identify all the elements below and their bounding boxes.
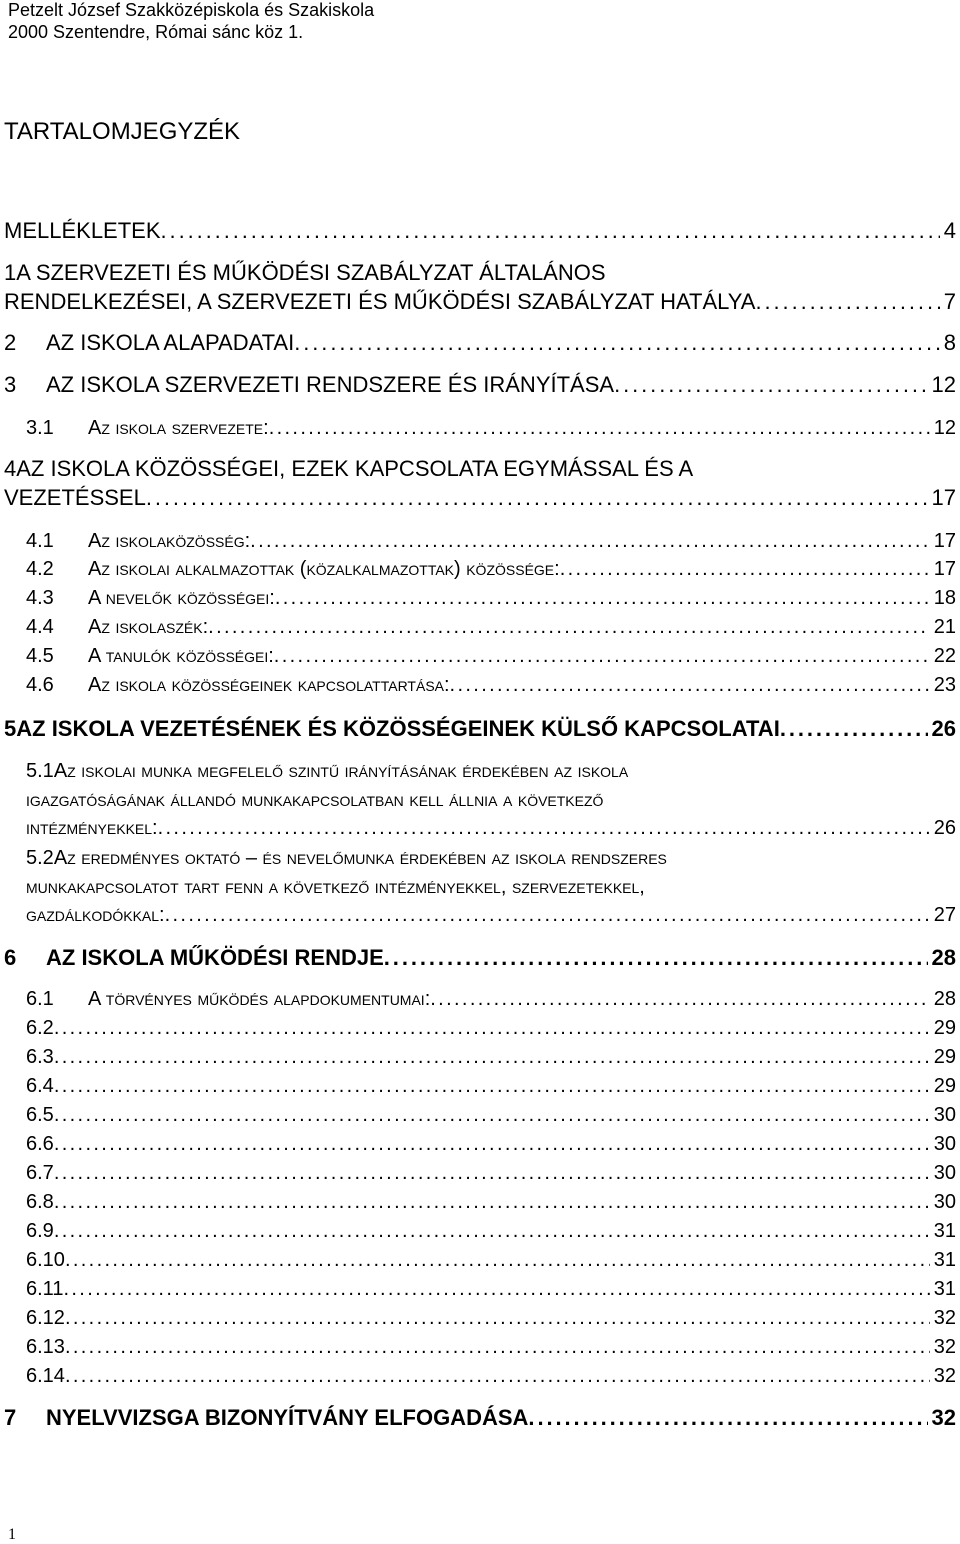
entry-page: 28	[931, 945, 956, 970]
entry-page: 29	[933, 1017, 956, 1039]
entry-page: 12	[933, 417, 956, 439]
page-number: 1	[8, 1526, 16, 1543]
toc-entry-6-8[interactable]	[26, 1190, 956, 1214]
toc-entry-6-1[interactable]	[26, 987, 956, 1011]
toc-entry-2[interactable]	[4, 330, 956, 356]
toc-entry-6-3[interactable]	[26, 1045, 956, 1069]
entry-page: 8	[943, 330, 956, 355]
entry-number: 4.2	[26, 558, 54, 580]
entry-title: AZ ISKOLA ALAPADATAI	[46, 330, 295, 355]
toc-entry-6-12[interactable]	[26, 1306, 956, 1330]
toc-entry-6-2[interactable]	[26, 1016, 956, 1040]
toc-entry-5-1[interactable]	[26, 759, 628, 783]
entry-page: 32	[933, 1307, 956, 1329]
toc-entry-6-13[interactable]	[26, 1335, 956, 1359]
entry-page: 17	[931, 485, 956, 510]
entry-number: 5.1	[26, 760, 54, 782]
entry-number: 4.4	[26, 616, 54, 638]
entry-page: 17	[933, 558, 956, 580]
toc-entry-6-9[interactable]	[26, 1219, 956, 1243]
entry-title: Az iskolai munka megfelelő szintű irányításának érdekében az iskola	[53, 760, 629, 782]
toc-entry-5-2-line3[interactable]	[26, 903, 956, 927]
entry-page: 32	[933, 1365, 956, 1387]
entry-title: Az iskolaközösség:	[88, 530, 251, 552]
toc-entry-6-5[interactable]	[26, 1103, 956, 1127]
entry-page: 4	[943, 218, 956, 243]
entry-number: 6.10	[26, 1249, 65, 1271]
toc-entry-4-4[interactable]	[26, 615, 956, 639]
entry-title: Az iskolai alkalmazottak (közalkalmazottak) közössége:	[88, 558, 560, 580]
entry-title: AZ ISKOLA MŰKÖDÉSI RENDJE	[46, 945, 384, 970]
toc-entry-4-3[interactable]	[26, 586, 956, 610]
toc-entry-mellekletek[interactable]	[4, 218, 956, 244]
entry-title: AZ ISKOLA SZERVEZETI RENDSZERE ÉS IRÁNYÍTÁSA	[46, 372, 615, 397]
entry-page: 26	[931, 716, 956, 741]
toc-entry-6-10[interactable]	[26, 1248, 956, 1272]
entry-number: 2	[4, 330, 17, 355]
toc-entry-5-2-line2[interactable]	[26, 875, 645, 899]
toc-entry-3[interactable]	[4, 372, 956, 398]
entry-page: 21	[933, 616, 956, 638]
toc-entry-5-2[interactable]	[26, 846, 667, 870]
toc-entry-7[interactable]	[4, 1405, 956, 1431]
entry-number: 6.9	[26, 1220, 54, 1242]
entry-page: 30	[933, 1162, 956, 1184]
toc-entry-6-4[interactable]	[26, 1074, 956, 1098]
entry-number: 6.8	[26, 1191, 54, 1213]
entry-title: A törvényes működés alapdokumentumai:	[88, 988, 431, 1010]
entry-number: 6.1	[26, 988, 54, 1010]
entry-number: 6.2	[26, 1017, 54, 1039]
entry-title-cont: gazdálkodókkal:	[26, 904, 165, 926]
entry-page: 7	[943, 289, 956, 314]
entry-page: 26	[933, 817, 956, 839]
entry-page: 12	[931, 372, 956, 397]
entry-number: 6.11	[26, 1278, 64, 1300]
entry-page: 27	[933, 904, 956, 926]
entry-page: 31	[933, 1278, 956, 1300]
entry-page: 30	[933, 1104, 956, 1126]
toc-entry-5-1-line3[interactable]	[26, 816, 956, 840]
toc-entry-4-6[interactable]	[26, 673, 956, 697]
entry-title: Az iskola szervezete:	[88, 417, 269, 439]
entry-title: A nevelők közösségei:	[88, 587, 275, 609]
entry-page: 18	[933, 587, 956, 609]
entry-number: 4.5	[26, 645, 54, 667]
entry-title-cont: VEZETÉSSEL	[4, 485, 146, 510]
entry-page: 31	[933, 1220, 956, 1242]
entry-number: 6.13	[26, 1336, 65, 1358]
entry-number: 6.7	[26, 1162, 54, 1184]
school-address: 2000 Szentendre, Római sánc köz 1.	[8, 22, 304, 42]
toc-entry-4-2[interactable]	[26, 557, 956, 581]
entry-title: A tanulók közösségei:	[88, 645, 274, 667]
entry-page: 30	[933, 1133, 956, 1155]
entry-number: 4.1	[26, 530, 54, 552]
entry-page: 31	[933, 1249, 956, 1271]
entry-page: 29	[933, 1075, 956, 1097]
entry-number: 6	[4, 945, 17, 970]
entry-page: 29	[933, 1046, 956, 1068]
entry-title-cont: RENDELKEZÉSEI, A SZERVEZETI ÉS MŰKÖDÉSI SZABÁLYZAT HATÁLYA	[4, 289, 756, 314]
entry-title: Az eredményes oktató – és nevelőmunka érdekében az iskola rendszeres	[53, 847, 667, 869]
entry-title: AZ ISKOLA KÖZÖSSÉGEI, EZEK KAPCSOLATA EGYMÁSSAL ÉS A	[16, 456, 694, 481]
toc-entry-4[interactable]	[4, 456, 693, 482]
entry-number: 5	[4, 716, 17, 741]
entry-number: 1	[4, 260, 17, 285]
entry-page: 30	[933, 1191, 956, 1213]
entry-number: 6.5	[26, 1104, 54, 1126]
entry-title: Az iskolaszék:	[88, 616, 209, 638]
entry-number: 6.4	[26, 1075, 54, 1097]
toc-entry-3-1[interactable]	[26, 416, 956, 440]
entry-number: 6.12	[26, 1307, 65, 1329]
entry-number: 4.3	[26, 587, 54, 609]
toc-entry-5-1-line2[interactable]	[26, 788, 603, 812]
toc-entry-6-7[interactable]	[26, 1161, 956, 1185]
entry-title: A SZERVEZETI ÉS MŰKÖDÉSI SZABÁLYZAT ÁLTALÁNOS	[16, 260, 606, 285]
toc-entry-6-14[interactable]	[26, 1364, 956, 1388]
toc-entry-4-cont[interactable]	[4, 485, 956, 511]
entry-number: 3.1	[26, 417, 54, 439]
entry-number: 6.3	[26, 1046, 54, 1068]
entry-number: 3	[4, 372, 17, 397]
toc-entry-1-cont[interactable]	[4, 289, 956, 315]
entry-title-cont: intézményekkel:	[26, 817, 158, 839]
entry-title: NYELVVIZSGA BIZONYÍTVÁNY ELFOGADÁSA	[46, 1405, 529, 1430]
entry-number: 7	[4, 1405, 17, 1430]
entry-page: 22	[933, 645, 956, 667]
toc-entry-6-11[interactable]	[26, 1277, 956, 1301]
toc-entry-6-6[interactable]	[26, 1132, 956, 1156]
entry-number: 6.6	[26, 1133, 54, 1155]
toc-entry-4-1[interactable]	[26, 529, 956, 553]
toc-entry-5[interactable]	[4, 716, 956, 742]
entry-title: MELLÉKLETEK	[4, 218, 161, 243]
entry-title: Az iskola közösségeinek kapcsolattartása:	[88, 674, 450, 696]
entry-title: AZ ISKOLA VEZETÉSÉNEK ÉS KÖZÖSSÉGEINEK KÜLSŐ KAPCSOLATAI	[16, 716, 780, 741]
entry-page: 23	[933, 674, 956, 696]
entry-title-cont: munkakapcsolatot tart fenn a következő intézményekkel, szervezetekkel,	[26, 876, 645, 898]
entry-number: 4	[4, 456, 17, 481]
toc-entry-1[interactable]	[4, 260, 606, 286]
entry-page: 32	[931, 1405, 956, 1430]
entry-number: 6.14	[26, 1365, 65, 1387]
entry-page: 32	[933, 1336, 956, 1358]
toc-entry-6[interactable]	[4, 945, 956, 971]
toc-entry-4-5[interactable]	[26, 644, 956, 668]
school-name: Petzelt József Szakközépiskola és Szakiskola	[8, 0, 375, 20]
toc-title: TARTALOMJEGYZÉK	[4, 118, 241, 145]
entry-number: 4.6	[26, 674, 54, 696]
entry-page: 28	[933, 988, 956, 1010]
entry-number: 5.2	[26, 847, 54, 869]
entry-page: 17	[933, 530, 956, 552]
entry-title-cont: igazgatóságának állandó munkakapcsolatban kell állnia a következő	[26, 789, 604, 811]
